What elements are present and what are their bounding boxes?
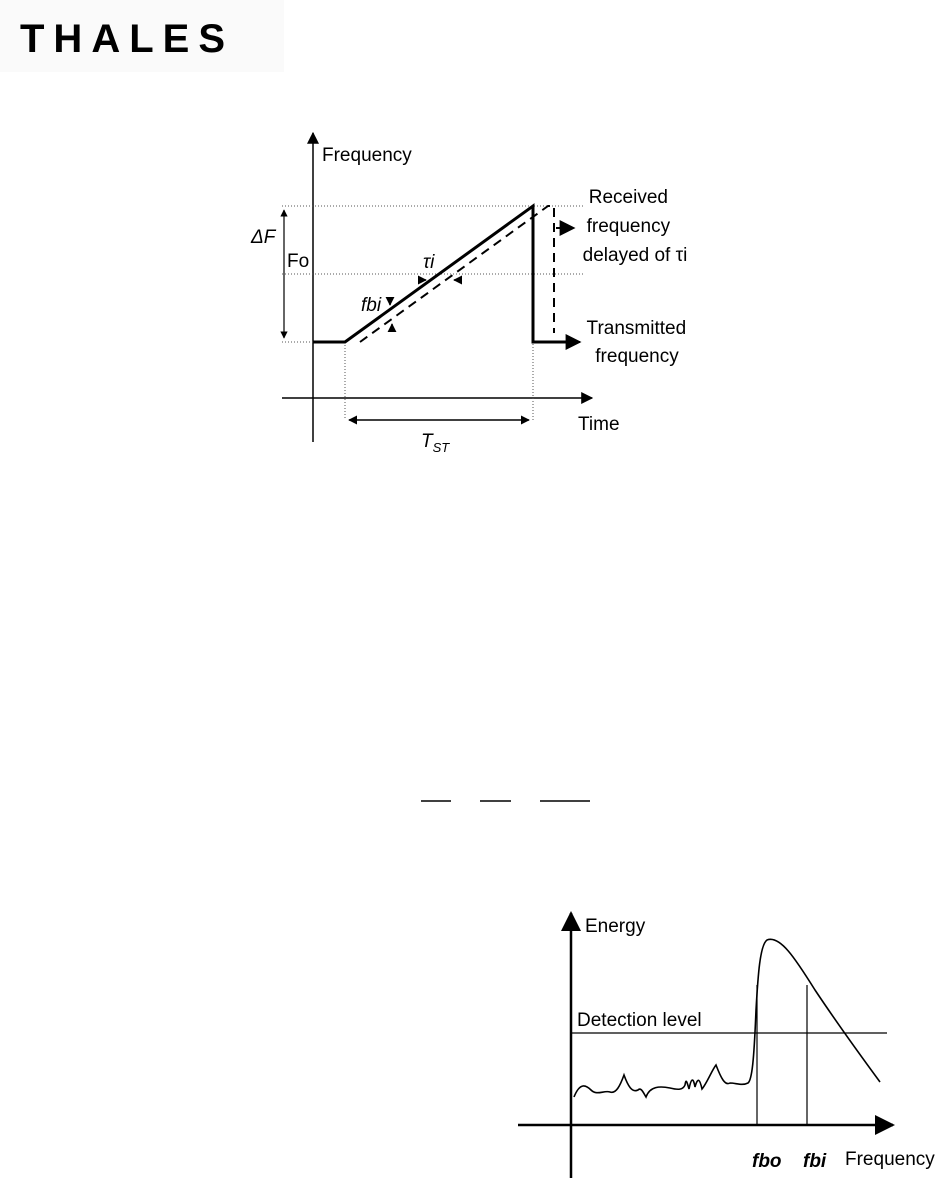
received-label <box>583 187 688 266</box>
energy-axis-label: Energy <box>585 916 646 937</box>
delta-f-label: ΔF <box>251 227 276 248</box>
energy-spectrum-diagram <box>0 900 944 1190</box>
received-label-line-2: frequency <box>586 216 671 237</box>
frequency-axis-label-2: Frequency <box>845 1149 935 1170</box>
dotted-guides <box>282 206 584 420</box>
fbi-label-2: fbi <box>803 1151 827 1172</box>
transmitted-label-line-1: Transmitted <box>586 318 687 339</box>
received-label-line-3: delayed of τi <box>582 245 688 266</box>
received-label-line-1: Received <box>588 187 668 208</box>
transmitted-label <box>587 318 692 367</box>
thales-logo <box>20 12 270 60</box>
fbo-label: fbo <box>752 1151 782 1172</box>
frequency-axis-label: Frequency <box>322 145 412 166</box>
frequency-ramp-diagram <box>0 100 944 460</box>
logo-text: THALES <box>20 17 234 60</box>
transmitted-label-line-2: frequency <box>595 346 679 367</box>
equation-fraction-bars <box>400 786 600 806</box>
fbi-label: fbi <box>361 295 382 316</box>
tst-label: $T_{ST}$ <box>421 431 450 455</box>
fo-label: Fo <box>287 251 310 272</box>
time-axis-label: Time <box>578 414 620 435</box>
detection-level-label: Detection level <box>577 1010 702 1031</box>
tau-i-label: τi <box>423 252 435 273</box>
